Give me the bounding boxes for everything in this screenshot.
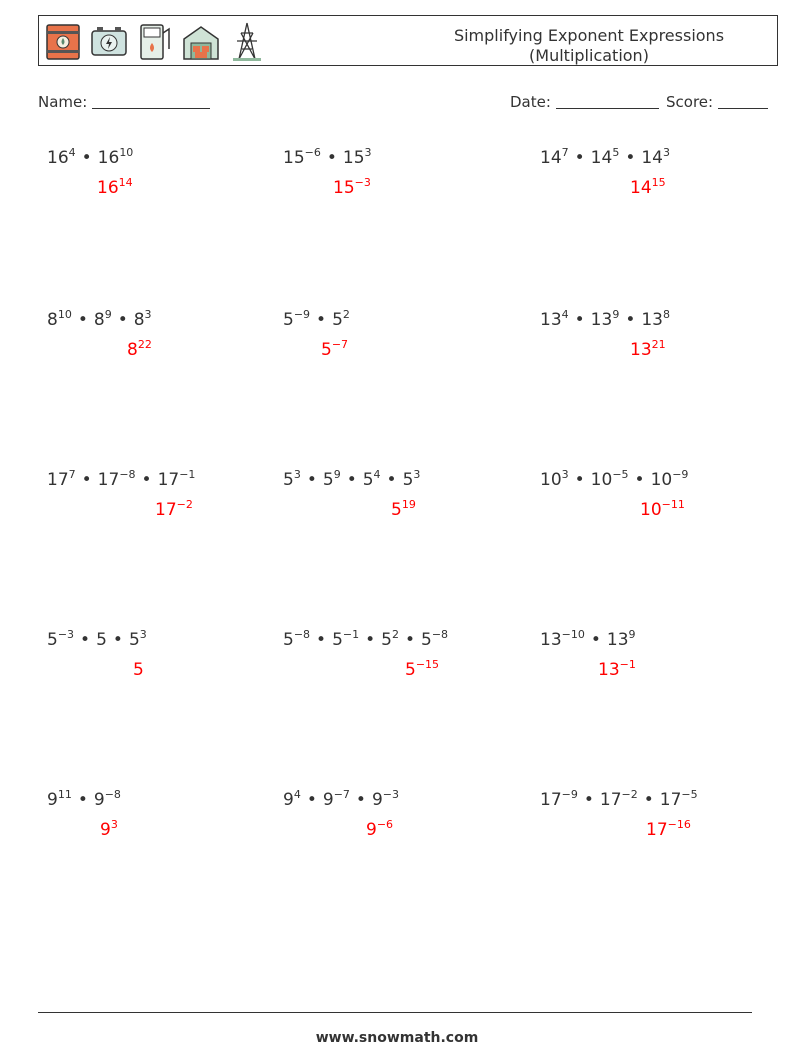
answer-exponent: −6 bbox=[376, 818, 394, 831]
score-label: Score: bbox=[666, 93, 714, 111]
term-base: 5 bbox=[96, 630, 107, 650]
power-term bbox=[323, 470, 341, 490]
term-exponent: 11 bbox=[57, 788, 72, 801]
problem-expression bbox=[283, 470, 420, 490]
problem-expression bbox=[540, 630, 636, 650]
battery-icon bbox=[89, 19, 129, 63]
power-term bbox=[540, 470, 569, 490]
term-base: 13 bbox=[540, 630, 562, 650]
term-base: 10 bbox=[590, 470, 613, 490]
multiply-dot: • bbox=[346, 470, 357, 490]
term-base: 9 bbox=[322, 790, 334, 810]
problem-expression bbox=[47, 148, 133, 168]
date-blank[interactable] bbox=[556, 108, 659, 109]
term-base: 5 bbox=[381, 630, 392, 650]
term-base: 10 bbox=[540, 470, 562, 490]
name-blank[interactable] bbox=[92, 108, 210, 109]
multiply-dot: • bbox=[386, 470, 397, 490]
term-base: 9 bbox=[283, 790, 294, 810]
multiply-dot: • bbox=[365, 630, 376, 650]
power-term bbox=[283, 470, 301, 490]
term-base: 5 bbox=[421, 630, 432, 650]
term-exponent: −8 bbox=[104, 788, 121, 801]
term-base: 5 bbox=[362, 470, 374, 490]
term-base: 9 bbox=[371, 790, 383, 810]
term-exponent: 9 bbox=[628, 628, 636, 641]
answer-base: 14 bbox=[630, 178, 652, 198]
term-exponent: −3 bbox=[382, 788, 399, 801]
multiply-dot: • bbox=[80, 630, 91, 650]
term-base: 15 bbox=[283, 148, 305, 168]
term-base: 16 bbox=[47, 148, 69, 168]
term-base: 8 bbox=[47, 310, 58, 330]
score-field[interactable] bbox=[666, 93, 768, 111]
fuel-pump-icon bbox=[135, 19, 175, 63]
power-term bbox=[94, 310, 112, 330]
term-exponent: 7 bbox=[561, 146, 569, 159]
answer-expression bbox=[630, 178, 666, 198]
term-exponent: 3 bbox=[561, 468, 569, 481]
answer-base: 13 bbox=[598, 660, 620, 680]
power-term bbox=[600, 790, 638, 810]
multiply-dot: • bbox=[590, 630, 601, 650]
term-exponent: 9 bbox=[104, 308, 112, 321]
term-exponent: 4 bbox=[561, 308, 569, 321]
warehouse-icon bbox=[181, 19, 221, 63]
worksheet-header bbox=[38, 15, 778, 66]
term-base: 8 bbox=[93, 310, 105, 330]
power-term bbox=[641, 310, 670, 330]
term-base: 5 bbox=[283, 470, 294, 490]
multiply-dot: • bbox=[316, 310, 327, 330]
power-term bbox=[332, 310, 350, 330]
answer-base: 17 bbox=[155, 500, 177, 520]
term-exponent: −7 bbox=[333, 788, 350, 801]
name-label: Name: bbox=[38, 93, 88, 111]
term-base: 17 bbox=[540, 790, 562, 810]
term-exponent: −10 bbox=[561, 628, 585, 641]
term-exponent: 10 bbox=[119, 146, 134, 159]
answer-exponent: −16 bbox=[667, 818, 691, 831]
problem-expression bbox=[47, 630, 147, 650]
term-exponent: 9 bbox=[612, 308, 620, 321]
multiply-dot: • bbox=[625, 310, 636, 330]
power-term bbox=[158, 470, 196, 490]
term-exponent: −8 bbox=[119, 468, 136, 481]
answer-base: 17 bbox=[646, 820, 668, 840]
title-line-2: (Multiplication) bbox=[529, 46, 649, 65]
multiply-dot: • bbox=[81, 470, 92, 490]
problem-expression bbox=[283, 790, 399, 810]
multiply-dot: • bbox=[643, 790, 654, 810]
footer-divider bbox=[38, 1012, 752, 1013]
multiply-dot: • bbox=[574, 148, 585, 168]
term-exponent: −8 bbox=[293, 628, 311, 641]
answer-expression bbox=[366, 820, 393, 840]
answer-exponent: 14 bbox=[118, 176, 133, 189]
power-term bbox=[591, 470, 629, 490]
term-base: 14 bbox=[540, 148, 562, 168]
term-exponent: 5 bbox=[612, 146, 620, 159]
power-term bbox=[283, 790, 301, 810]
power-term bbox=[134, 310, 152, 330]
term-base: 13 bbox=[590, 310, 613, 330]
term-base: 9 bbox=[93, 790, 105, 810]
term-base: 5 bbox=[322, 470, 334, 490]
answer-expression bbox=[640, 500, 685, 520]
answer-exponent: 3 bbox=[110, 818, 118, 831]
score-blank[interactable] bbox=[718, 108, 768, 109]
power-term bbox=[283, 148, 321, 168]
term-base: 5 bbox=[332, 310, 343, 330]
term-exponent: 10 bbox=[57, 308, 72, 321]
power-tower-icon bbox=[227, 19, 267, 63]
term-base: 13 bbox=[540, 310, 562, 330]
term-exponent: −1 bbox=[179, 468, 196, 481]
problem-expression bbox=[283, 148, 372, 168]
term-exponent: 3 bbox=[144, 308, 152, 321]
power-term bbox=[94, 790, 121, 810]
multiply-dot: • bbox=[117, 310, 128, 330]
power-term bbox=[96, 630, 107, 650]
problem-expression bbox=[540, 790, 698, 810]
term-base: 10 bbox=[650, 470, 673, 490]
power-term bbox=[332, 630, 359, 650]
power-term bbox=[540, 310, 569, 330]
term-exponent: 3 bbox=[662, 146, 670, 159]
date-label: Date: bbox=[510, 93, 551, 111]
multiply-dot: • bbox=[574, 470, 585, 490]
term-base: 17 bbox=[97, 470, 120, 490]
power-term bbox=[47, 148, 76, 168]
power-term bbox=[641, 148, 670, 168]
date-field[interactable] bbox=[510, 93, 659, 111]
power-term bbox=[47, 630, 74, 650]
power-term bbox=[651, 470, 689, 490]
power-term bbox=[283, 310, 310, 330]
multiply-dot: • bbox=[583, 790, 594, 810]
term-base: 5 bbox=[47, 630, 58, 650]
power-term bbox=[591, 310, 620, 330]
answer-expression bbox=[100, 820, 118, 840]
answer-base: 10 bbox=[640, 500, 662, 520]
power-term bbox=[323, 790, 350, 810]
problem-expression bbox=[47, 470, 195, 490]
problem-expression bbox=[540, 470, 688, 490]
term-exponent: −9 bbox=[672, 468, 689, 481]
term-exponent: −9 bbox=[561, 788, 578, 801]
answer-base: 13 bbox=[630, 340, 652, 360]
term-exponent: 8 bbox=[662, 308, 670, 321]
worksheet-title bbox=[399, 26, 779, 66]
multiply-dot: • bbox=[625, 148, 636, 168]
multiply-dot: • bbox=[112, 630, 123, 650]
answer-base: 5 bbox=[405, 660, 416, 680]
term-exponent: 2 bbox=[391, 628, 399, 641]
power-term bbox=[47, 470, 76, 490]
term-exponent: −2 bbox=[621, 788, 638, 801]
problem-expression bbox=[47, 790, 121, 810]
answer-base: 9 bbox=[100, 820, 111, 840]
term-base: 5 bbox=[332, 630, 343, 650]
term-exponent: 4 bbox=[68, 146, 76, 159]
multiply-dot: • bbox=[81, 148, 92, 168]
term-exponent: −6 bbox=[304, 146, 321, 159]
term-base: 14 bbox=[641, 148, 663, 168]
answer-exponent: 22 bbox=[137, 338, 152, 351]
answer-expression bbox=[155, 500, 193, 520]
answer-exponent: 21 bbox=[651, 338, 666, 351]
term-exponent: −9 bbox=[293, 308, 311, 321]
term-exponent: 4 bbox=[373, 468, 381, 481]
answer-expression bbox=[321, 340, 348, 360]
power-term bbox=[403, 470, 421, 490]
term-base: 17 bbox=[659, 790, 682, 810]
power-term bbox=[98, 470, 136, 490]
multiply-dot: • bbox=[574, 310, 585, 330]
answer-base: 5 bbox=[391, 500, 402, 520]
answer-expression bbox=[97, 178, 133, 198]
answer-base: 9 bbox=[366, 820, 377, 840]
term-base: 5 bbox=[283, 310, 294, 330]
power-term bbox=[381, 630, 399, 650]
power-term bbox=[129, 630, 147, 650]
term-exponent: −3 bbox=[57, 628, 75, 641]
answer-base: 16 bbox=[97, 178, 119, 198]
term-base: 5 bbox=[128, 630, 140, 650]
name-field[interactable] bbox=[38, 93, 210, 111]
multiply-dot: • bbox=[316, 630, 327, 650]
multiply-dot: • bbox=[634, 470, 645, 490]
term-exponent: 3 bbox=[364, 146, 372, 159]
answer-exponent: −2 bbox=[176, 498, 193, 511]
term-exponent: 3 bbox=[293, 468, 301, 481]
problem-expression bbox=[47, 310, 152, 330]
term-base: 9 bbox=[47, 790, 58, 810]
term-exponent: 3 bbox=[413, 468, 421, 481]
term-exponent: −5 bbox=[612, 468, 629, 481]
term-base: 13 bbox=[641, 310, 663, 330]
problem-expression bbox=[283, 630, 448, 650]
problem-expression bbox=[540, 310, 670, 330]
answer-expression bbox=[630, 340, 666, 360]
answer-exponent: −1 bbox=[619, 658, 636, 671]
problem-expression bbox=[540, 148, 670, 168]
multiply-dot: • bbox=[306, 790, 317, 810]
multiply-dot: • bbox=[141, 470, 152, 490]
answer-exponent: 15 bbox=[651, 176, 666, 189]
term-base: 8 bbox=[133, 310, 145, 330]
term-exponent: 4 bbox=[293, 788, 301, 801]
term-exponent: 7 bbox=[68, 468, 76, 481]
multiply-dot: • bbox=[306, 470, 317, 490]
power-term bbox=[372, 790, 399, 810]
power-term bbox=[660, 790, 698, 810]
answer-exponent: −15 bbox=[415, 658, 440, 671]
term-base: 17 bbox=[47, 470, 69, 490]
power-term bbox=[607, 630, 636, 650]
term-exponent: −8 bbox=[431, 628, 449, 641]
term-base: 5 bbox=[402, 470, 414, 490]
power-term bbox=[47, 790, 72, 810]
footer-url: www.snowmath.com bbox=[315, 1030, 479, 1046]
term-exponent: −1 bbox=[342, 628, 360, 641]
answer-expression bbox=[405, 660, 439, 680]
problem-expression bbox=[283, 310, 350, 330]
term-exponent: −5 bbox=[681, 788, 698, 801]
term-base: 17 bbox=[599, 790, 622, 810]
term-exponent: 9 bbox=[333, 468, 341, 481]
multiply-dot: • bbox=[404, 630, 416, 650]
power-term bbox=[283, 630, 310, 650]
multiply-dot: • bbox=[77, 790, 88, 810]
answer-expression bbox=[646, 820, 691, 840]
term-base: 17 bbox=[157, 470, 180, 490]
answer-expression bbox=[127, 340, 152, 360]
answer-exponent: −11 bbox=[661, 498, 685, 511]
answer-expression bbox=[133, 660, 144, 680]
term-base: 5 bbox=[283, 630, 294, 650]
term-base: 14 bbox=[590, 148, 613, 168]
power-term bbox=[591, 148, 620, 168]
answer-expression bbox=[598, 660, 636, 680]
power-term bbox=[540, 148, 569, 168]
answer-base: 5 bbox=[133, 660, 144, 680]
multiply-dot: • bbox=[77, 310, 88, 330]
answer-exponent: −3 bbox=[354, 176, 371, 189]
multiply-dot: • bbox=[355, 790, 366, 810]
answer-base: 5 bbox=[321, 340, 332, 360]
term-base: 16 bbox=[97, 148, 120, 168]
header-icons bbox=[43, 19, 267, 63]
term-base: 13 bbox=[606, 630, 629, 650]
oil-barrel-icon bbox=[43, 19, 83, 63]
multiply-dot: • bbox=[326, 148, 337, 168]
power-term bbox=[363, 470, 381, 490]
title-line-1: Simplifying Exponent Expressions bbox=[453, 26, 725, 45]
answer-exponent: 19 bbox=[401, 498, 416, 511]
power-term bbox=[540, 790, 578, 810]
term-base: 15 bbox=[342, 148, 365, 168]
power-term bbox=[540, 630, 585, 650]
answer-expression bbox=[391, 500, 416, 520]
answer-exponent: −7 bbox=[331, 338, 349, 351]
answer-base: 8 bbox=[127, 340, 138, 360]
power-term bbox=[343, 148, 372, 168]
power-term bbox=[421, 630, 448, 650]
answer-base: 15 bbox=[333, 178, 355, 198]
power-term bbox=[47, 310, 72, 330]
term-exponent: 3 bbox=[139, 628, 147, 641]
answer-expression bbox=[333, 178, 371, 198]
term-exponent: 2 bbox=[342, 308, 350, 321]
power-term bbox=[98, 148, 134, 168]
